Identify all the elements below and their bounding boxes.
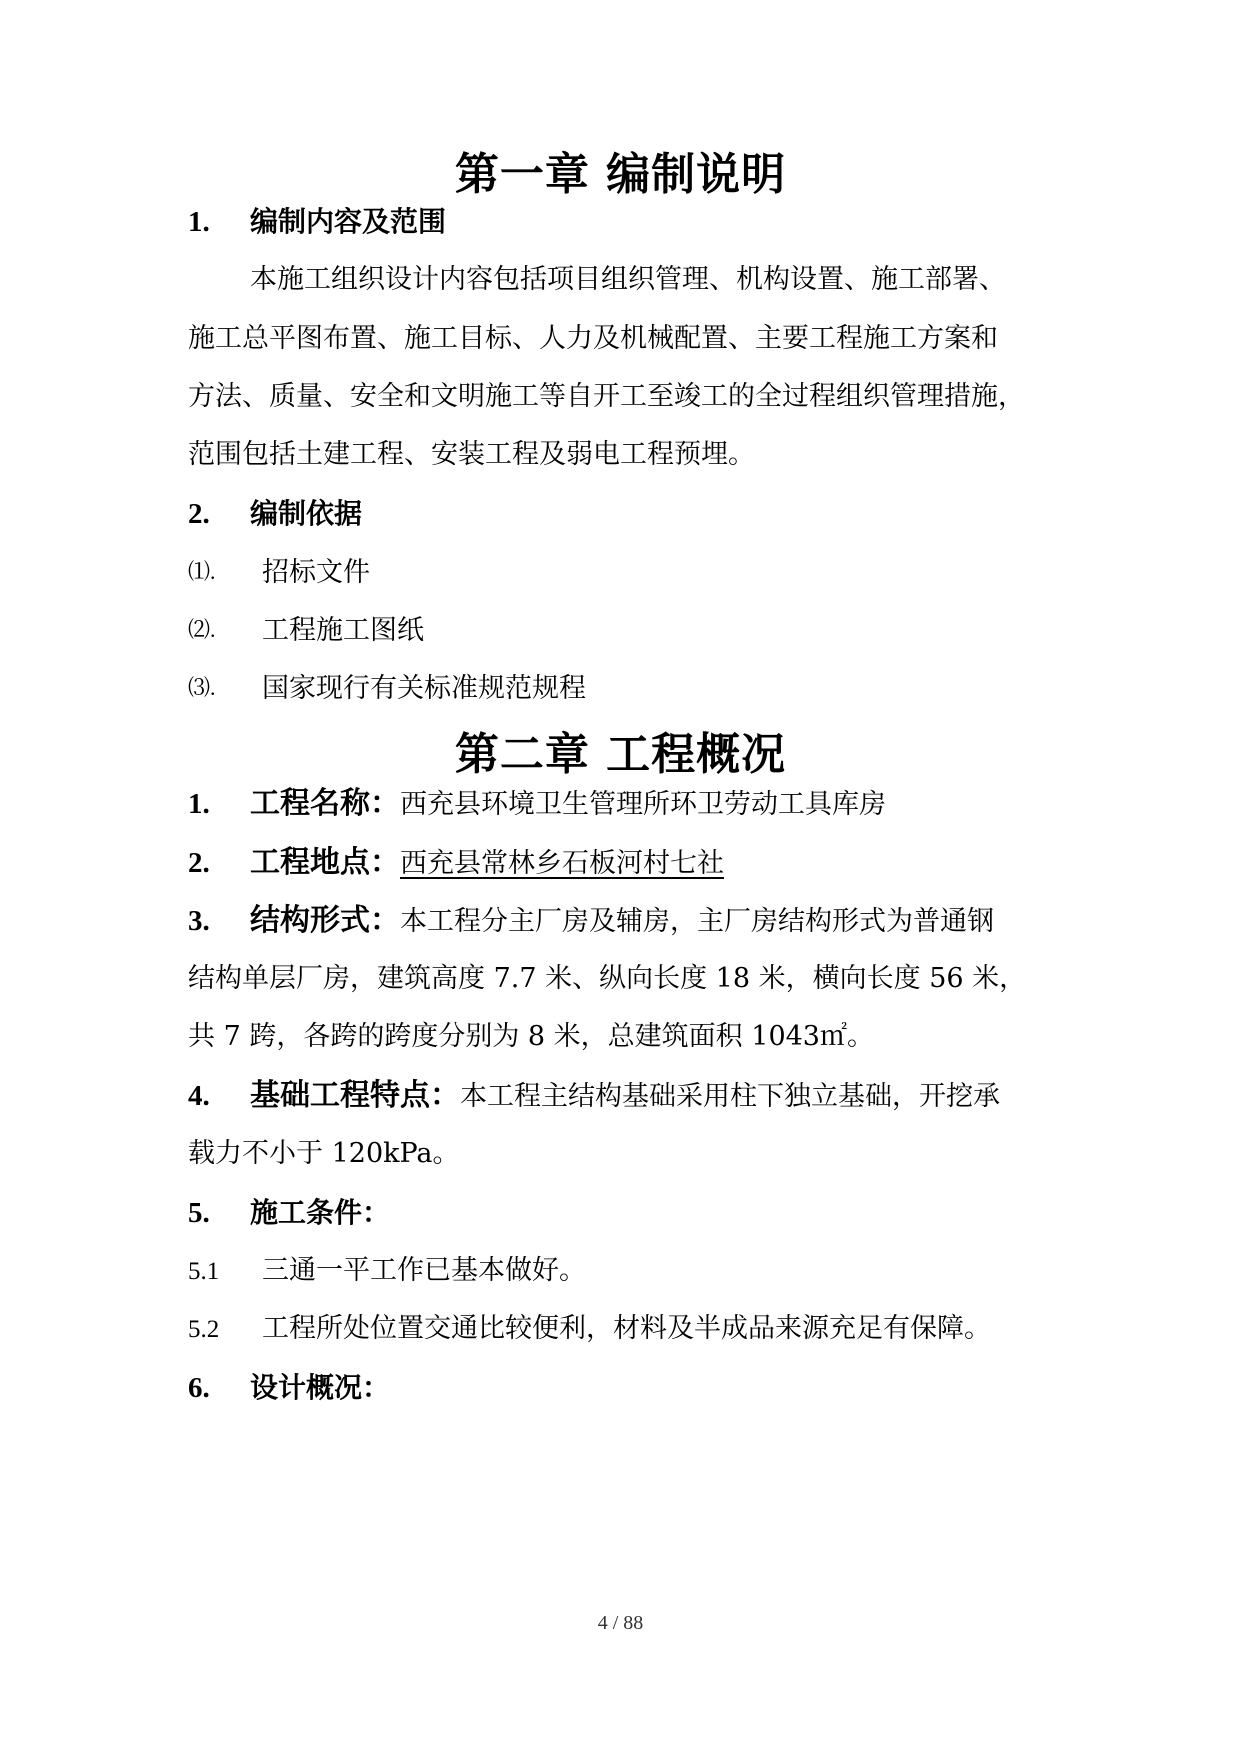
section-2-6 <box>188 1370 390 1407</box>
section-title: 编制内容及范围 <box>250 205 447 238</box>
section-2-2 <box>188 845 724 882</box>
section-number: 1. <box>188 788 210 820</box>
list-item <box>188 670 586 707</box>
chapter-2-title: 第二章 工程概况 <box>454 729 787 780</box>
paragraph-line: 施工总平图布置、施工目标、人力及机械配置、主要工程施工方案和 <box>188 323 998 354</box>
paragraph-line: 结构单层厂房，建筑高度 7.7 米、纵向长度 18 米，横向长度 56 米， <box>188 963 1027 994</box>
section-text: 西充县常林乡石板河村七社 <box>400 848 724 879</box>
section-2-1 <box>188 786 886 823</box>
section-number: 1. <box>188 206 210 238</box>
section-number: 3. <box>188 905 210 937</box>
section-2-3 <box>188 903 994 940</box>
chapter-1-title: 第一章 编制说明 <box>454 149 787 200</box>
list-item-text: 工程施工图纸 <box>262 615 424 646</box>
list-item <box>188 554 370 591</box>
section-title: 编制依据 <box>250 497 363 530</box>
paragraph-line: 范围包括土建工程、安装工程及弱电工程预埋。 <box>188 439 755 470</box>
page-number: 4 / 88 <box>597 1612 644 1634</box>
paragraph-line: 本施工组织设计内容包括项目组织管理、机构设置、施工部署、 <box>250 264 1006 295</box>
section-text: 本工程主结构基础采用柱下独立基础，开挖承 <box>460 1081 1000 1112</box>
section-label: 基础工程特点： <box>250 1078 460 1113</box>
list-item-text: 三通一平工作已基本做好。 <box>262 1255 586 1286</box>
list-item-number: 5.2 <box>188 1316 220 1343</box>
list-item-number: ⑴. <box>188 559 216 584</box>
section-label: 工程名称： <box>250 786 400 821</box>
section-text: 本工程分主厂房及辅房，主厂房结构形式为普通钢 <box>400 906 994 937</box>
list-item-text: 工程所处位置交通比较便利，材料及半成品来源充足有保障。 <box>262 1313 991 1344</box>
section-number: 4. <box>188 1080 210 1112</box>
section-text: 西充县环境卫生管理所环卫劳动工具库房 <box>400 789 886 820</box>
section-1-2-heading <box>188 496 362 533</box>
section-label: 工程地点： <box>250 845 400 880</box>
paragraph-line: 方法、质量、安全和文明施工等自开工至竣工的全过程组织管理措施， <box>188 381 1025 412</box>
list-item <box>188 1253 586 1290</box>
section-label: 结构形式： <box>250 903 400 938</box>
paragraph-line: 载力不小于 120kPa。 <box>188 1138 460 1169</box>
list-item-number: ⑵. <box>188 617 216 642</box>
list-item <box>188 1311 991 1348</box>
section-number: 6. <box>188 1372 210 1404</box>
list-item-number: ⑶. <box>188 675 216 700</box>
list-item-text: 国家现行有关标准规范规程 <box>262 673 586 704</box>
list-item-number: 5.1 <box>188 1258 220 1285</box>
section-2-4 <box>188 1078 1000 1115</box>
paragraph-line: 共 7 跨，各跨的跨度分别为 8 米，总建筑面积 1043㎡。 <box>188 1021 874 1052</box>
section-2-5 <box>188 1195 390 1232</box>
section-number: 2. <box>188 498 210 530</box>
list-item-text: 招标文件 <box>262 557 370 588</box>
section-1-1-heading <box>188 204 446 241</box>
section-number: 2. <box>188 847 210 879</box>
section-number: 5. <box>188 1197 210 1229</box>
section-label: 施工条件： <box>250 1196 391 1229</box>
section-label: 设计概况： <box>250 1371 391 1404</box>
list-item <box>188 612 424 649</box>
